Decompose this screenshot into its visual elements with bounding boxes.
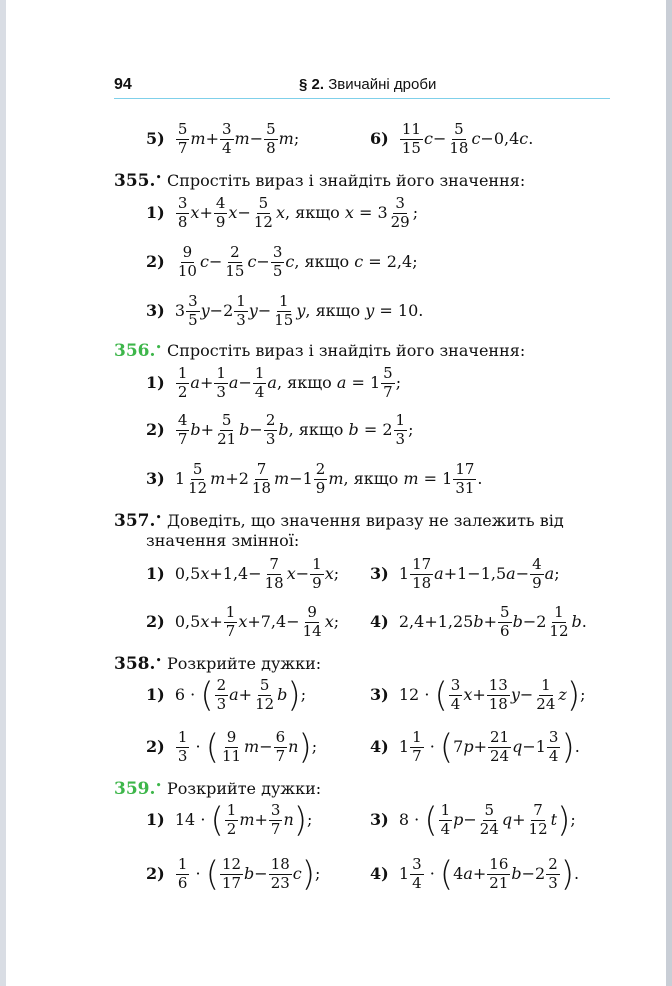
task-359-item-2: 2) $\frac{1}{6}$ · ( $\frac{12}{17}$ b− $\frac{18}{23}$ c);: [146, 854, 321, 895]
task-358-item-3: 3) 12 · ( $\frac{3}{4}$ x+ $\frac{13}{18}$ y− $\frac{1}{24}$ z);: [370, 675, 586, 716]
task-356-item-2: 2) $\frac{4}{7}$ b+ $\frac{5}{21}$ b− $\frac{2}{3}$ b, якщо b = 2 $\frac{1}{3}$ ;: [146, 411, 414, 448]
task-358-heading: 358.• Розкрийте дужки:: [114, 654, 322, 674]
section-title: § 2. Звичайні дроби: [299, 76, 437, 93]
task-359-item-1: 1) 14 · ( $\frac{1}{2}$ m+ $\frac{3}{7}$ n);: [146, 800, 313, 841]
task-359-heading: 359.• Розкрийте дужки:: [114, 779, 322, 799]
task-359-item-4: 4) 1 $\frac{3}{4}$ · (4a+ $\frac{16}{21}$ b−2 $\frac{2}{3}$ ).: [370, 854, 580, 895]
task-356-heading: 356.• Спростіть вираз і знайдіть його значення:: [114, 341, 526, 361]
task-357-item-3: 3) 1 $\frac{17}{18}$ a+1−1,5a− $\frac{4}{9}$ a;: [370, 555, 560, 592]
task-359-item-3: 3) 8 · ( $\frac{1}{4}$ p− $\frac{5}{24}$ q+ $\frac{7}{12}$ t);: [370, 800, 576, 841]
task-357-heading-line2: значення змінної:: [146, 531, 300, 550]
task-357-item-1: 1) 0,5x+1,4− $\frac{7}{18}$ x− $\frac{1}{9}$ x;: [146, 555, 340, 592]
task-356-item-3: 3) 1 $\frac{5}{12}$ m+2 $\frac{7}{18}$ m−1 $\frac{2}{9}$ m, якщо m = 1 $\frac{17}{31}$ .: [146, 460, 483, 497]
task-357-item-2: 2) 0,5x+ $\frac{1}{7}$ x+7,4− $\frac{9}{14}$ x;: [146, 603, 340, 640]
task-355-item-1: 1) $\frac{3}{8}$ x+ $\frac{4}{9}$ x− $\frac{5}{12}$ x, якщо x = 3 $\frac{3}{29}$ ;: [146, 194, 419, 231]
page-right-edge: [666, 0, 672, 986]
task-357-item-4: 4) 2,4+1,25b+ $\frac{5}{6}$ b−2 $\frac{1}{12}$ b.: [370, 603, 587, 640]
task-358-item-4: 4) 1 $\frac{1}{7}$ · (7p+ $\frac{21}{24}$ q−1 $\frac{3}{4}$ ).: [370, 727, 580, 768]
task-356-item-1: 1) $\frac{1}{2}$ a+ $\frac{1}{3}$ a− $\frac{1}{4}$ a, якщо a = 1 $\frac{5}{7}$ ;: [146, 364, 402, 401]
task-355-item-3: 3) 3 $\frac{3}{5}$ y−2 $\frac{1}{3}$ y− $\frac{1}{15}$ y, якщо y = 10.: [146, 292, 424, 329]
task-358-item-2: 2) $\frac{1}{3}$ · ( $\frac{9}{11}$ m− $\frac{6}{7}$ n);: [146, 727, 318, 768]
page-number: 94: [114, 76, 132, 93]
page-header: [114, 76, 610, 99]
page-left-edge: [0, 0, 6, 986]
task-357-heading: 357.• Доведіть, що значення виразу не залежить від: [114, 511, 564, 531]
task-355-heading: 355.• Спростіть вираз і знайдіть його значення:: [114, 171, 526, 191]
task-358-item-1: 1) 6 · ( $\frac{2}{3}$ a+ $\frac{5}{12}$ b);: [146, 675, 307, 716]
task-355-item-2: 2) $\frac{9}{10}$ c− $\frac{2}{15}$ c− $\frac{3}{5}$ c, якщо c = 2,4;: [146, 243, 418, 280]
item-5: 5) $\frac{5}{7}$ m+ $\frac{3}{4}$ m− $\frac{5}{8}$ m;: [146, 120, 300, 157]
item-6: 6) $\frac{11}{15}$ c− $\frac{5}{18}$ c−0,4c.: [370, 120, 534, 157]
